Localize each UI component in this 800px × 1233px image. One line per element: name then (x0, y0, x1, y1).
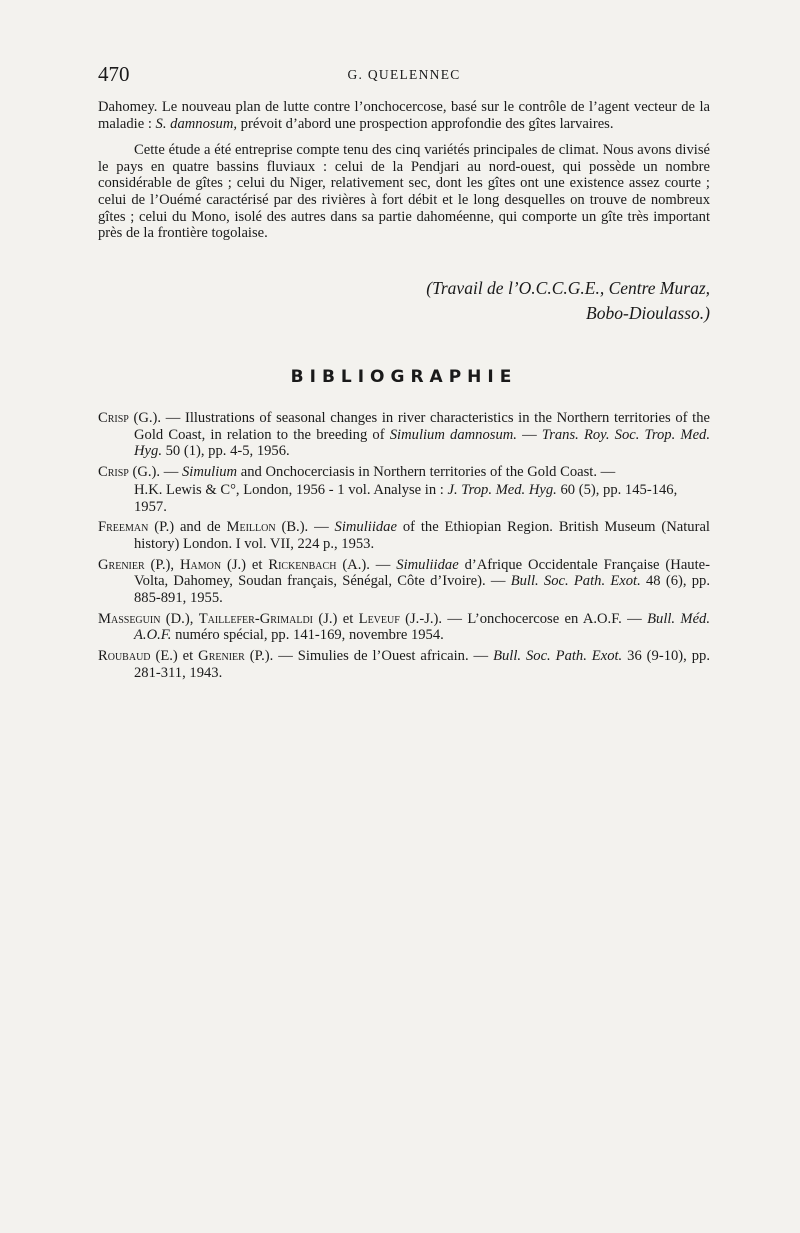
paragraph-1: Dahomey. Le nouveau plan de lutte contre l’onchocercose, basé sur le contrôle de l’agent vecteur de la maladie : S. damnosum, prévoit d’abord une prospection approfondie des gîtes larvaires. (98, 99, 710, 132)
reference-continuation: H.K. Lewis & C°, London, 1956 - 1 vol. Analyse in : J. Trop. Med. Hyg. 60 (5), pp. 145-146, 1957. (134, 481, 678, 515)
species-name: S. damnosum, (155, 115, 238, 132)
reference-author: Leveuf (358, 610, 400, 627)
reference-author: Freeman (98, 519, 149, 536)
bibliography-heading: BIBLIOGRAPHIE (290, 367, 518, 387)
page-header (98, 62, 710, 90)
reference-author: Hamon (179, 556, 222, 573)
credit-line-2: Bobo-Dioulasso.) (586, 303, 710, 323)
reference-entry: Freeman (P.) and de Meillon (B.). — Simuliidae of the Ethiopian Region. British Museum (Natural history) London. I vol. VII, 224 p., 1953. (98, 519, 710, 552)
reference-entry: Grenier (P.), Hamon (J.) et Rickenbach (A.). — Simuliidae d’Afrique Occidentale Française (Haute-Volta, Dahomey, Soudan français, Sénégal, Côte d’Ivoire). — Bull. Soc. Path. Exot. 48 (6), pp. 885-891, 1955. (98, 556, 710, 607)
reference-list (98, 410, 710, 686)
reference-author: Grenier (198, 648, 245, 665)
reference-author: Taillefer-Grimaldi (198, 610, 314, 627)
reference-entry: Roubaud (E.) et Grenier (P.). — Simulies de l’Ouest africain. — Bull. Soc. Path. Exot. 36 (9-10), pp. 281-311, 1943. (98, 648, 710, 681)
reference-author: Crisp (98, 410, 129, 426)
credit-line-1: (Travail de l’O.C.C.G.E., Centre Muraz, (426, 278, 710, 298)
paragraph-2: Cette étude a été entreprise compte tenu des cinq variétés principales de climat. Nous avons divisé le pays en quatre bassins fluviaux : celui de la Pendjari au nord-ouest, qui possède un nombre considérable de gîtes ; celui du Niger, relativement sec, dont les gîtes ont une existence assez courte ; celui de l’Ouémé caractérisé par des rivières à fort débit et le long desquelles on trouve de nombreux gîtes ; celui du Mono, isolé des autres dans sa partie dahoméenne, qui comporte un gîte très important près de la frontière togolaise. (98, 142, 710, 242)
reference-author: Roubaud (98, 648, 151, 665)
reference-entry: Crisp (G.). — Simulium and Onchocerciasis in Northern territories of the Gold Coast. — (98, 464, 616, 481)
reference-entry: Crisp (G.). — Illustrations of seasonal changes in river characteristics in the Northern territories of the Gold Coast, in relation to the breeding of Simulium damnosum. — Trans. Roy. Soc. Trop. Med. Hyg. 50 (1), pp. 4-5, 1956. (98, 410, 711, 460)
reference-author: Masseguin (98, 610, 161, 627)
running-head: G. QUELENNEC (347, 67, 461, 82)
reference-author: Meillon (226, 519, 276, 536)
affiliation-credit (300, 276, 710, 326)
reference-author: Crisp (98, 464, 129, 481)
reference-author: Rickenbach (268, 556, 337, 573)
page-number: 470 (98, 62, 130, 86)
reference-author: Grenier (98, 556, 145, 573)
body-text (98, 99, 710, 242)
reference-entry: Masseguin (D.), Taillefer-Grimaldi (J.) et Leveuf (J.-J.). — L’onchocercose en A.O.F. — Bull. Méd. A.O.F. numéro spécial, pp. 141-169, novembre 1954. (98, 610, 711, 644)
